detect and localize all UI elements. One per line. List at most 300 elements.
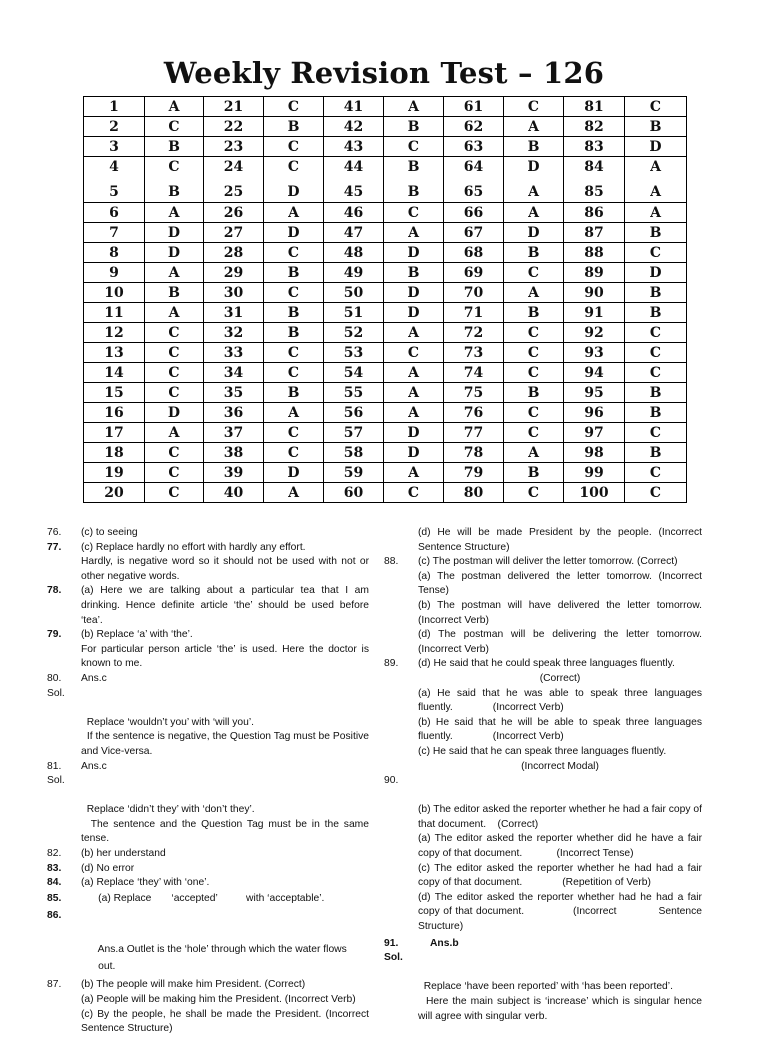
answer-cell: C <box>384 483 444 503</box>
question-number-cell: 35 <box>204 383 264 403</box>
answer-cell: B <box>625 383 687 403</box>
question-number-cell: 76 <box>444 403 504 423</box>
question-number-cell: 8 <box>84 243 145 263</box>
answer-cell: C <box>145 343 204 363</box>
question-number-cell: 18 <box>84 443 145 463</box>
question-number: 89. <box>384 658 399 670</box>
answer-cell: C <box>264 443 324 463</box>
question-number-cell: 1 <box>84 97 145 117</box>
solution-line: (a) Here we are talking about a particular tea that I am drinking. Hence definite article ‘the’ should be used before ‘tea’. <box>81 585 369 626</box>
question-number: 81. <box>47 760 62 772</box>
question-number-cell: 87 <box>564 223 625 243</box>
question-number-cell: 33 <box>204 343 264 363</box>
solution-line: (d) The postman will be delivering the letter tomorrow. (Incorrect Verb) <box>418 629 702 655</box>
question-number-cell: 12 <box>84 323 145 343</box>
question-number-cell: 93 <box>564 343 625 363</box>
answer-cell: A <box>145 203 204 223</box>
question-number: 86. <box>47 910 62 922</box>
answer-line: Ans.c <box>81 760 107 772</box>
question-number-cell: 100 <box>564 483 625 503</box>
answer-cell: C <box>264 343 324 363</box>
solution-81 <box>47 760 369 775</box>
question-number-cell: 47 <box>324 223 384 243</box>
solution-80 <box>47 672 369 687</box>
answer-cell: A <box>145 97 204 117</box>
answer-cell: B <box>264 303 324 323</box>
answer-row <box>84 463 687 483</box>
question-number-cell: 15 <box>84 383 145 403</box>
question-number-cell: 6 <box>84 203 145 223</box>
question-number-cell: 80 <box>444 483 504 503</box>
solution-line: (c) He said that he can speak three languages fluently. <box>418 745 667 757</box>
answer-cell: C <box>145 383 204 403</box>
answer-row <box>84 243 687 263</box>
question-number-cell: 82 <box>564 117 625 137</box>
solution-line: (Incorrect Modal) <box>521 760 599 772</box>
solution-90 <box>384 774 705 935</box>
answer-cell: B <box>384 157 444 177</box>
answer-row <box>84 137 687 157</box>
answer-row <box>84 283 687 303</box>
answer-row <box>84 117 687 137</box>
answer-cell: C <box>504 343 564 363</box>
answer-row <box>84 443 687 463</box>
question-number: 76. <box>47 527 62 538</box>
answer-cell: D <box>504 157 564 177</box>
question-number-cell: 39 <box>204 463 264 483</box>
answer-cell: C <box>264 363 324 383</box>
answer-cell: A <box>384 363 444 383</box>
answer-cell: B <box>264 323 324 343</box>
answer-cell: B <box>384 263 444 283</box>
answer-cell: A <box>625 157 687 177</box>
question-number-cell: 89 <box>564 263 625 283</box>
question-number-cell: 60 <box>324 483 384 503</box>
question-number-cell: 23 <box>204 137 264 157</box>
solution-77 <box>47 541 369 585</box>
solution-line: (b) her understand <box>81 848 166 860</box>
answer-cell: C <box>145 323 204 343</box>
solution-line: (c) The editor asked the reporter whether he had had a fair copy of that document. (Repetition of Verb) <box>418 862 705 889</box>
question-number-cell: 71 <box>444 303 504 323</box>
question-number-cell: 4 <box>84 157 145 177</box>
answer-cell: C <box>264 283 324 303</box>
solution-line: Replace ‘didn’t they’ with ‘don’t they’. <box>81 804 255 816</box>
answer-cell: C <box>504 263 564 283</box>
question-number: 80. <box>47 672 62 684</box>
answer-cell: D <box>504 223 564 243</box>
solution-line: (b) The editor asked the reporter whether he had a fair copy of that document. (Correct) <box>418 804 705 830</box>
answer-cell: D <box>625 263 687 283</box>
question-number-cell: 98 <box>564 443 625 463</box>
solution-87-continued <box>384 526 702 555</box>
question-number-cell: 55 <box>324 383 384 403</box>
answer-cell: D <box>264 463 324 483</box>
answer-cell: C <box>145 117 204 137</box>
solution-line: (c) to seeing <box>81 527 138 538</box>
question-number-cell: 86 <box>564 203 625 223</box>
solution-85 <box>47 892 369 907</box>
question-number-cell: 45 <box>324 183 384 203</box>
question-number-cell: 5 <box>84 183 145 203</box>
answer-cell: A <box>384 323 444 343</box>
answer-cell: C <box>384 203 444 223</box>
answer-cell: B <box>625 303 687 323</box>
question-number-cell: 22 <box>204 117 264 137</box>
question-number-cell: 28 <box>204 243 264 263</box>
answer-cell: C <box>625 343 687 363</box>
answer-cell: B <box>145 283 204 303</box>
answer-cell: D <box>264 183 324 203</box>
answer-cell: C <box>264 137 324 157</box>
answer-cell: D <box>384 283 444 303</box>
question-number-cell: 69 <box>444 263 504 283</box>
answer-row <box>84 423 687 443</box>
answer-cell: C <box>625 243 687 263</box>
question-number-cell: 2 <box>84 117 145 137</box>
question-number-cell: 41 <box>324 97 384 117</box>
answer-cell: A <box>504 443 564 463</box>
question-number-cell: 46 <box>324 203 384 223</box>
question-number-cell: 70 <box>444 283 504 303</box>
solution-line: (b) Replace ‘a’ with ‘the’. <box>81 629 193 641</box>
question-number-cell: 11 <box>84 303 145 323</box>
answer-cell: C <box>145 463 204 483</box>
answer-cell: A <box>504 117 564 137</box>
question-number-cell: 51 <box>324 303 384 323</box>
question-number-cell: 42 <box>324 117 384 137</box>
answer-row <box>84 303 687 323</box>
question-number-cell: 97 <box>564 423 625 443</box>
answer-cell: B <box>384 117 444 137</box>
question-number-cell: 32 <box>204 323 264 343</box>
question-number-cell: 72 <box>444 323 504 343</box>
solution-86 <box>47 907 369 975</box>
solution-line: Hardly, is negative word so it should not be used with not or other negative words. <box>81 556 369 582</box>
answer-cell: C <box>264 97 324 117</box>
answer-cell: C <box>504 97 564 117</box>
question-number-cell: 58 <box>324 443 384 463</box>
question-number-cell: 95 <box>564 383 625 403</box>
page-title: Weekly Revision Test – 126 <box>163 56 605 90</box>
question-number-cell: 30 <box>204 283 264 303</box>
answer-row <box>84 343 687 363</box>
answer-cell: D <box>145 243 204 263</box>
question-number-cell: 27 <box>204 223 264 243</box>
answer-cell: B <box>504 243 564 263</box>
question-number-cell: 90 <box>564 283 625 303</box>
solution-line: (d) He will be made President by the people. (Incorrect Sentence Structure) <box>418 527 702 553</box>
question-number-cell: 75 <box>444 383 504 403</box>
solution-line: (a) The editor asked the reporter whether did he have a fair copy of that document. (Incorrect Tense) <box>418 833 705 860</box>
answer-cell: A <box>264 483 324 503</box>
question-number-cell: 79 <box>444 463 504 483</box>
answer-key-table <box>83 96 687 503</box>
solution-78 <box>47 584 369 628</box>
question-number-cell: 99 <box>564 463 625 483</box>
answer-cell: B <box>384 183 444 203</box>
answer-cell: C <box>625 97 687 117</box>
question-number-cell: 36 <box>204 403 264 423</box>
question-number-cell: 24 <box>204 157 264 177</box>
answer-cell: A <box>504 183 564 203</box>
answer-row <box>84 157 687 177</box>
question-number-cell: 40 <box>204 483 264 503</box>
answer-cell: C <box>625 323 687 343</box>
question-number-cell: 73 <box>444 343 504 363</box>
answer-cell: C <box>145 157 204 177</box>
question-number-cell: 21 <box>204 97 264 117</box>
answer-row <box>84 97 687 117</box>
question-number-cell: 66 <box>444 203 504 223</box>
answer-cell: B <box>145 183 204 203</box>
question-number-cell: 9 <box>84 263 145 283</box>
question-number-cell: 84 <box>564 157 625 177</box>
answer-row <box>84 323 687 343</box>
answer-cell: A <box>625 203 687 223</box>
answer-cell: B <box>504 303 564 323</box>
question-number: 88. <box>384 556 399 568</box>
question-number-cell: 68 <box>444 243 504 263</box>
answer-cell: A <box>504 283 564 303</box>
question-number: 85. <box>47 892 62 904</box>
answer-cell: C <box>145 443 204 463</box>
answer-cell: B <box>504 463 564 483</box>
answer-cell: B <box>145 137 204 157</box>
question-number-cell: 56 <box>324 403 384 423</box>
answer-cell: C <box>504 363 564 383</box>
solution-89 <box>384 657 705 774</box>
answer-cell: C <box>264 157 324 177</box>
question-number-cell: 49 <box>324 263 384 283</box>
answer-line: Ans.c <box>81 672 107 684</box>
answer-cell: D <box>145 403 204 423</box>
solution-88 <box>384 555 702 657</box>
solution-line: (d) He said that he could speak three languages fluently. <box>418 658 675 670</box>
solution-line: Replace ‘have been reported’ with ‘has been reported’. <box>418 981 673 993</box>
question-number: 84. <box>47 877 62 889</box>
solution-line: Here the main subject is ‘increase’ which is singular hence will agree with singular verb. <box>418 996 705 1022</box>
answer-cell: B <box>504 137 564 157</box>
answer-cell: D <box>384 243 444 263</box>
question-number-cell: 50 <box>324 283 384 303</box>
solution-line: The sentence and the Question Tag must be in the same tense. <box>81 818 372 845</box>
question-number-cell: 52 <box>324 323 384 343</box>
solution-91-sol <box>384 951 705 1024</box>
question-number-cell: 34 <box>204 363 264 383</box>
solution-line: (a) Replace ‘accepted’ with ‘acceptable’. <box>81 892 325 904</box>
question-number-cell: 88 <box>564 243 625 263</box>
answer-cell: B <box>504 383 564 403</box>
answer-cell: C <box>625 423 687 443</box>
question-number-cell: 53 <box>324 343 384 363</box>
question-number-cell: 92 <box>564 323 625 343</box>
solution-line: (a) The postman delivered the letter tomorrow. (Incorrect Tense) <box>418 570 702 597</box>
solution-line: (Correct) <box>539 672 581 684</box>
answer-row <box>84 383 687 403</box>
answer-cell: C <box>264 243 324 263</box>
answer-cell: C <box>145 483 204 503</box>
solutions-left-column <box>47 526 372 1037</box>
question-number-cell: 20 <box>84 483 145 503</box>
solution-line: If the sentence is negative, the Question Tag must be Positive and Vice-versa. <box>81 731 372 757</box>
answer-cell: A <box>504 203 564 223</box>
answer-cell: C <box>504 483 564 503</box>
question-number-cell: 44 <box>324 157 384 177</box>
answer-cell: D <box>384 423 444 443</box>
question-number-cell: 29 <box>204 263 264 283</box>
answer-cell: A <box>145 263 204 283</box>
solution-line: Ans.a Outlet is the ‘hole’ through which the water flows <box>81 944 347 956</box>
answer-cell: D <box>625 137 687 157</box>
sol-label: Sol. <box>47 775 65 787</box>
solution-line: (a) People will be making him the President. (Incorrect Verb) <box>81 994 356 1006</box>
answer-cell: C <box>504 403 564 423</box>
question-number: 78. <box>47 585 62 597</box>
solution-line: (c) The postman will deliver the letter tomorrow. (Correct) <box>418 556 678 568</box>
question-number-cell: 64 <box>444 157 504 177</box>
answer-line: Ans.b <box>430 937 459 949</box>
answer-cell: C <box>264 423 324 443</box>
solution-line: (c) Replace hardly no effort with hardly any effort. <box>81 541 306 553</box>
question-number-cell: 77 <box>444 423 504 443</box>
answer-cell: A <box>384 403 444 423</box>
question-number-cell: 10 <box>84 283 145 303</box>
answer-row <box>84 203 687 223</box>
question-number-cell: 74 <box>444 363 504 383</box>
answer-cell: B <box>264 263 324 283</box>
question-number-cell: 38 <box>204 443 264 463</box>
question-number-cell: 85 <box>564 183 625 203</box>
answer-cell: D <box>384 303 444 323</box>
question-number-cell: 81 <box>564 97 625 117</box>
answer-row <box>84 263 687 283</box>
question-number-cell: 48 <box>324 243 384 263</box>
answer-cell: C <box>504 423 564 443</box>
question-number-cell: 37 <box>204 423 264 443</box>
answer-cell: B <box>625 403 687 423</box>
answer-cell: C <box>145 363 204 383</box>
answer-cell: B <box>264 383 324 403</box>
question-number: 91. <box>384 937 399 949</box>
solution-line: (b) He said that he will be able to speak three languages fluently. (Incorrect Verb) <box>418 716 705 743</box>
answer-row <box>84 483 687 503</box>
solution-84 <box>47 876 369 891</box>
question-number-cell: 83 <box>564 137 625 157</box>
answer-cell: A <box>384 463 444 483</box>
question-number-cell: 19 <box>84 463 145 483</box>
question-number: 90. <box>384 775 399 787</box>
question-number-cell: 57 <box>324 423 384 443</box>
solution-line: For particular person article ‘the’ is used. Here the doctor is known to me. <box>81 643 369 670</box>
question-number-cell: 78 <box>444 443 504 463</box>
solution-91 <box>384 937 702 952</box>
answer-cell: A <box>625 183 687 203</box>
answer-row <box>84 403 687 423</box>
question-number-cell: 59 <box>324 463 384 483</box>
answer-cell: B <box>625 223 687 243</box>
solution-83 <box>47 862 369 877</box>
answer-cell: B <box>625 443 687 463</box>
question-number-cell: 26 <box>204 203 264 223</box>
solution-81-sol <box>47 774 372 847</box>
answer-cell: A <box>384 383 444 403</box>
question-number-cell: 7 <box>84 223 145 243</box>
solution-line: (d) The editor asked the reporter whether had he had a fair copy of that document. (Incorrect Sentence Structure) <box>418 891 705 933</box>
question-number-cell: 14 <box>84 363 145 383</box>
question-number-cell: 43 <box>324 137 384 157</box>
answer-cell: C <box>384 137 444 157</box>
answer-cell: A <box>264 203 324 223</box>
solution-line: (b) The people will make him President. (Correct) <box>81 979 306 991</box>
question-number-cell: 17 <box>84 423 145 443</box>
answer-row <box>84 183 687 203</box>
answer-cell: A <box>145 303 204 323</box>
answer-row <box>84 223 687 243</box>
answer-cell: D <box>264 223 324 243</box>
answer-cell: D <box>145 223 204 243</box>
answer-cell: A <box>145 423 204 443</box>
question-number-cell: 63 <box>444 137 504 157</box>
sol-label: Sol. <box>47 687 65 699</box>
answer-cell: C <box>384 343 444 363</box>
question-number: 82. <box>47 848 62 860</box>
answer-cell: A <box>384 97 444 117</box>
question-number-cell: 96 <box>564 403 625 423</box>
question-number-cell: 65 <box>444 183 504 203</box>
answer-cell: B <box>625 283 687 303</box>
solution-line: (a) He said that he was able to speak three languages fluently. (Incorrect Verb) <box>418 687 705 714</box>
solution-82 <box>47 847 369 862</box>
question-number-cell: 13 <box>84 343 145 363</box>
question-number-cell: 62 <box>444 117 504 137</box>
question-number: 87. <box>47 979 62 991</box>
question-number-cell: 16 <box>84 403 145 423</box>
answer-cell: C <box>625 483 687 503</box>
solution-line: out. <box>81 961 116 973</box>
answer-cell: C <box>625 363 687 383</box>
answer-cell: B <box>625 117 687 137</box>
answer-cell: B <box>264 117 324 137</box>
solution-line: (c) By the people, he shall be made the President. (Incorrect Sentence Structure) <box>81 1008 369 1035</box>
question-number-cell: 31 <box>204 303 264 323</box>
question-number-cell: 25 <box>204 183 264 203</box>
solution-87 <box>47 978 369 1036</box>
answer-cell: C <box>504 323 564 343</box>
question-number-cell: 54 <box>324 363 384 383</box>
answer-row <box>84 363 687 383</box>
answer-cell: A <box>264 403 324 423</box>
solution-76 <box>47 526 369 541</box>
question-number: 77. <box>47 541 62 553</box>
solution-line: (a) Replace ‘they’ with ‘one’. <box>81 877 210 889</box>
solutions-right-column <box>384 526 705 1024</box>
answer-cell: D <box>384 443 444 463</box>
question-number-cell: 61 <box>444 97 504 117</box>
solution-80-sol <box>47 687 372 760</box>
answer-cell: A <box>384 223 444 243</box>
sol-label: Sol. <box>384 952 403 964</box>
solution-line: (d) No error <box>81 862 135 874</box>
solution-line: (b) The postman will have delivered the letter tomorrow. (Incorrect Verb) <box>418 599 702 626</box>
question-number-cell: 3 <box>84 137 145 157</box>
question-number: 83. <box>47 862 62 874</box>
question-number-cell: 67 <box>444 223 504 243</box>
solution-79 <box>47 628 369 672</box>
answer-cell: C <box>625 463 687 483</box>
question-number-cell: 94 <box>564 363 625 383</box>
question-number-cell: 91 <box>564 303 625 323</box>
